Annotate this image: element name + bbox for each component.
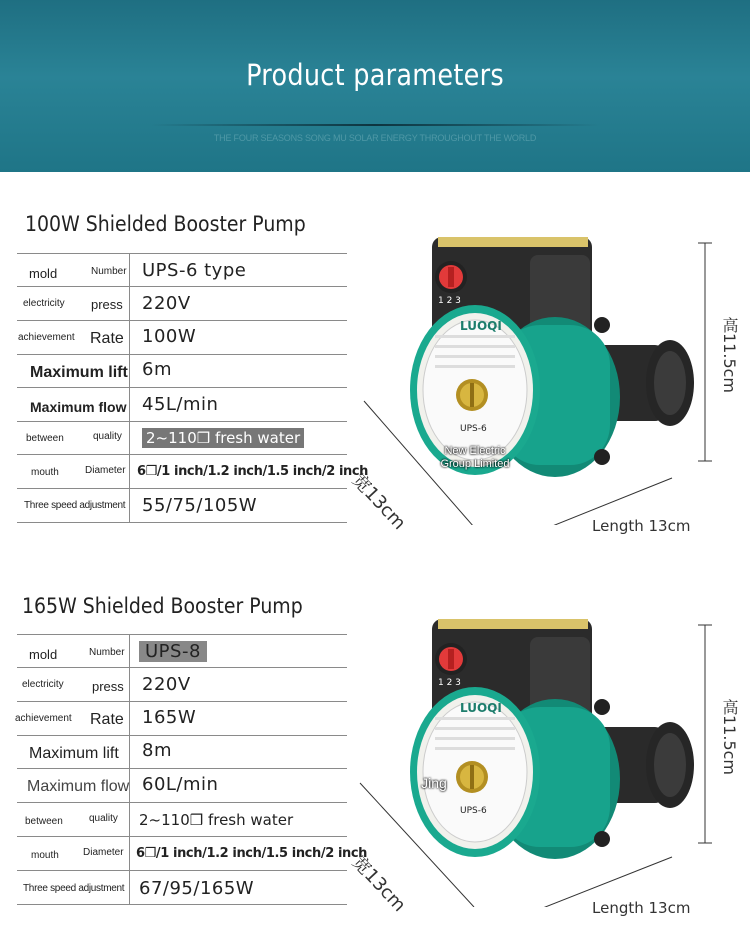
model-label: UPS-6	[460, 806, 487, 816]
row-label: mold	[29, 647, 58, 662]
row-value: 55/75/105W	[142, 495, 258, 516]
table-row	[17, 321, 347, 355]
brand-label: LUOQI	[460, 701, 502, 715]
row-value: 8m	[142, 740, 172, 761]
row-label: electricity	[22, 679, 64, 690]
page-title: Product parameters	[246, 58, 504, 92]
brand-label: LUOQI	[460, 319, 502, 333]
row-label-secondary: press	[91, 297, 123, 312]
row-label: mold	[29, 266, 58, 281]
table-row	[17, 803, 347, 837]
row-label: between	[25, 816, 63, 827]
row-label-secondary: Number	[91, 266, 127, 277]
row-value: 67/95/165W	[139, 878, 255, 899]
row-label: achievement	[18, 332, 75, 343]
row-value: 6m	[142, 359, 172, 380]
pump-illustration	[347, 607, 750, 917]
banner-subtitle: THE FOUR SEASONS SONG MU SOLAR ENERGY THROUGHOUT THE WORLD	[213, 133, 537, 143]
spec-table	[17, 253, 369, 523]
header-banner	[0, 0, 750, 172]
row-label-secondary: press	[92, 679, 124, 694]
width-dimension: 宽13cm	[347, 469, 410, 535]
row-label-secondary: Rate	[90, 330, 124, 347]
row-label-secondary: quality	[89, 813, 118, 824]
length-dimension: Length 13cm	[592, 517, 691, 535]
table-row	[17, 769, 347, 803]
row-label: achievement	[15, 713, 72, 724]
table-row	[17, 388, 347, 422]
table-row	[17, 422, 347, 455]
row-value: UPS-6 type	[142, 260, 247, 281]
table-row	[17, 634, 347, 668]
height-dimension: 高11.5cm	[720, 317, 739, 394]
row-value: 100W	[142, 326, 197, 347]
row-label: Three speed adjustment	[23, 883, 125, 894]
spec-table	[15, 634, 368, 905]
row-value: 165W	[142, 707, 197, 728]
table-row	[17, 668, 347, 702]
svg-text:1 2 3: 1 2 3	[438, 296, 461, 306]
row-value: 220V	[142, 674, 191, 695]
row-value: UPS-8	[139, 641, 207, 662]
width-dimension: 宽13cm	[347, 851, 410, 917]
row-value: 6❒/1 inch/1.2 inch/1.5 inch/2 inch	[136, 846, 368, 861]
section-title: 165W Shielded Booster Pump	[22, 594, 303, 618]
row-label-secondary: Diameter	[83, 847, 124, 858]
table-row	[17, 355, 347, 388]
table-row	[17, 702, 347, 736]
height-dimension: 高11.5cm	[720, 699, 739, 776]
watermark-text: Jing	[421, 775, 447, 791]
row-label-secondary: Number	[89, 647, 125, 658]
row-label: between	[26, 433, 64, 444]
model-label: UPS-6	[460, 424, 487, 434]
row-label: Maximum flow	[27, 778, 130, 795]
row-label: Three speed adjustment	[24, 500, 126, 511]
pump-drawing	[350, 607, 750, 907]
row-label: mouth	[31, 850, 59, 861]
banner-divider	[150, 124, 600, 126]
row-label: mouth	[31, 467, 59, 478]
row-value: 45L/min	[142, 394, 219, 415]
row-label: Maximum lift	[29, 745, 119, 762]
row-value: 2~110❒ fresh water	[142, 429, 304, 447]
pump-drawing	[350, 225, 750, 525]
section-title: 100W Shielded Booster Pump	[25, 212, 306, 236]
row-value: 6❒/1 inch/1.2 inch/1.5 inch/2 inch	[137, 464, 369, 479]
table-row	[17, 871, 347, 905]
row-label-secondary: quality	[93, 431, 122, 442]
watermark-text: New Electric Group Limited	[440, 445, 510, 470]
table-row	[17, 253, 347, 287]
table-row	[17, 455, 369, 489]
table-row	[17, 837, 368, 871]
row-label: Maximum lift	[30, 364, 128, 381]
row-label-secondary: Rate	[90, 711, 124, 728]
table-row	[17, 287, 347, 321]
table-row	[17, 489, 347, 523]
row-value: 220V	[142, 293, 191, 314]
row-label: Maximum flow	[30, 399, 127, 415]
length-dimension: Length 13cm	[592, 899, 691, 917]
row-value: 60L/min	[142, 774, 219, 795]
pump-illustration	[347, 225, 750, 535]
row-label: electricity	[23, 298, 65, 309]
row-value: 2~110❒ fresh water	[139, 811, 294, 829]
table-row	[17, 736, 347, 769]
svg-text:1 2 3: 1 2 3	[438, 678, 461, 688]
row-label-secondary: Diameter	[85, 465, 126, 476]
